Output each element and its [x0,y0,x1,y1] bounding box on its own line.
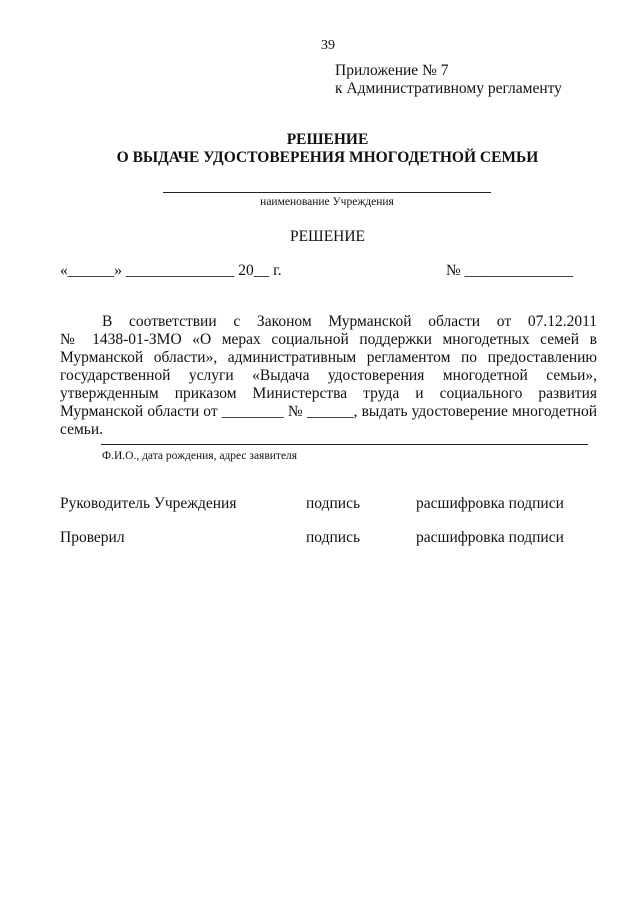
document-title: РЕШЕНИЕ [286,131,369,148]
signature-field: подпись [306,495,361,512]
page-number: 39 [321,38,335,53]
institution-name-line [163,192,491,193]
body-line: семьи. [60,421,103,438]
signature-decode: расшифровка подписи [416,495,564,512]
document-subject: О ВЫДАЧЕ УДОСТОВЕРЕНИЯ МНОГОДЕТНОЙ СЕМЬИ [116,149,539,166]
body-line: утвержденным приказом Министерства труда и социального развития [60,385,597,402]
appendix-label: Приложение № 7 [335,62,449,79]
body-line: государственной услуги «Выдача удостоверения многодетной семьи», [60,367,597,384]
body-line: № 1438-01-ЗМО «О мерах социальной поддержки многодетных семей в [60,331,597,348]
institution-caption: наименование Учреждения [260,196,394,208]
decision-date-line: «______» ______________ 20__ г. [60,262,282,279]
applicant-caption: Ф.И.О., дата рождения, адрес заявителя [102,450,298,462]
decision-number-line: № ______________ [446,262,574,279]
appendix-reference: к Административному регламенту [335,80,562,97]
decision-heading: РЕШЕНИЕ [289,228,366,245]
body-line: Мурманской области от ________ № ______, выдать удостоверение многодетной [60,403,597,420]
body-line: Мурманской области», административным регламентом по предоставлению [60,349,597,366]
applicant-info-line [101,444,588,445]
signature-role: Проверил [60,529,125,546]
signature-field: подпись [306,529,361,546]
body-line: В соответствии с Законом Мурманской области от 07.12.2011 [102,313,597,330]
signature-decode: расшифровка подписи [416,529,564,546]
signature-role: Руководитель Учреждения [60,495,237,512]
